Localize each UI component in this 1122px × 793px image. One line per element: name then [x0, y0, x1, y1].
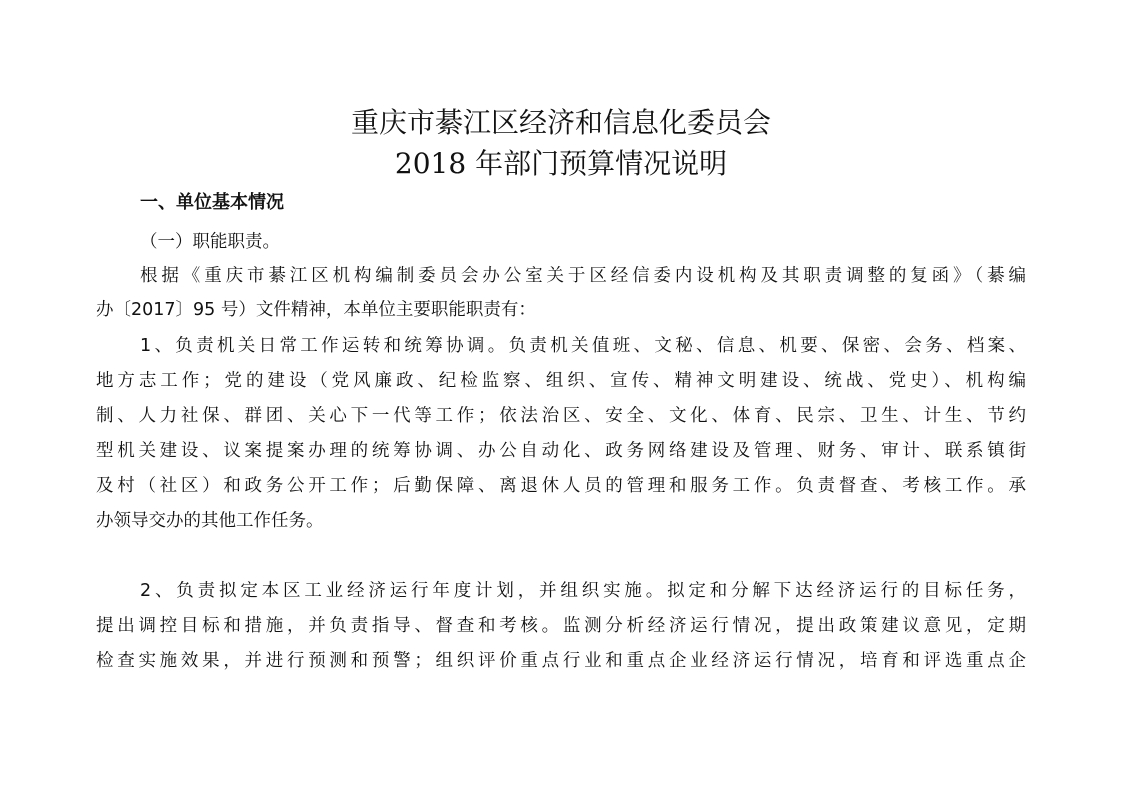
paragraph-line: 2、负责拟定本区工业经济运行年度计划，并组织实施。拟定和分解下达经济运行的目标任务，	[140, 581, 1026, 601]
paragraph-line: 检查实施效果，并进行预测和预警；组织评价重点行业和重点企业经济运行情况，培育和评选重点企	[96, 651, 1026, 671]
paragraph-line: 型机关建设、议案提案办理的统筹协调、办公自动化、政务网络建设及管理、财务、审计、联系镇街	[96, 441, 1026, 461]
paragraph-line: 1、负责机关日常工作运转和统筹协调。负责机关值班、文秘、信息、机要、保密、会务、档案、	[140, 336, 1026, 356]
section-heading: 一、单位基本情况	[140, 192, 284, 213]
paragraph-line: 根据《重庆市綦江区机构编制委员会办公室关于区经信委内设机构及其职责调整的复函》（綦编	[140, 266, 1026, 286]
paragraph-line: 办〔2017〕95 号）文件精神，本单位主要职能职责有：	[96, 300, 536, 320]
paragraph-line: 地方志工作；党的建设（党风廉政、纪检监察、组织、宣传、精神文明建设、统战、党史）、机构编	[96, 371, 1026, 391]
subheading-functions: （一）职能职责。	[140, 232, 280, 252]
document-title-line2: 2018 年部门预算情况说明	[394, 147, 728, 180]
paragraph-line: 制、人力社保、群团、关心下一代等工作；依法治区、安全、文化、体育、民宗、卫生、计生、节约	[96, 406, 1026, 426]
paragraph-line: 办领导交办的其他工作任务。	[96, 511, 324, 531]
document-title-line1: 重庆市綦江区经济和信息化委员会	[350, 106, 771, 139]
paragraph-line: 及村（社区）和政务公开工作；后勤保障、离退休人员的管理和服务工作。负责督查、考核工作。承	[96, 476, 1026, 496]
paragraph-line: 提出调控目标和措施，并负责指导、督查和考核。监测分析经济运行情况，提出政策建议意见，定期	[96, 616, 1026, 636]
